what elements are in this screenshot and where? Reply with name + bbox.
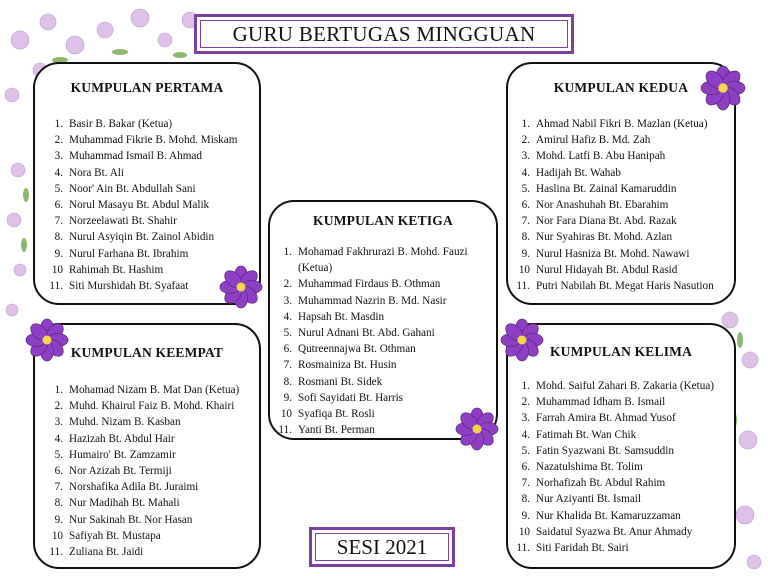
member-name: Norul Masayu Bt. Abdul Malik (69, 199, 210, 212)
member-number: 11. (516, 280, 530, 293)
member-name: Nurul Asyiqin Bt. Zainol Abidin (69, 231, 215, 244)
member-number: 4. (521, 428, 530, 441)
group-heading: KUMPULAN KEDUA (553, 80, 689, 95)
member-item (47, 246, 259, 262)
member-name: Muhammad Fikrie B. Mohd. Miskam (69, 134, 238, 147)
member-name: Sofi Sayidati Bt. Harris (298, 391, 404, 404)
purple-flower-icon (454, 406, 500, 452)
member-item (514, 262, 734, 278)
member-name: Rosmainiza Bt. Husin (298, 359, 397, 372)
member-item (276, 276, 496, 292)
member-name: Nur Khalida Bt. Kamaruzzaman (536, 509, 681, 522)
member-item (276, 357, 496, 373)
member-item (47, 398, 259, 414)
member-name: Rahimah Bt. Hashim (69, 263, 164, 276)
member-item (514, 246, 734, 262)
member-name: Norshafika Adila Bt. Juraimi (69, 481, 199, 494)
member-item (514, 197, 734, 213)
member-item (276, 374, 496, 390)
session-label: SESI 2021 (309, 527, 455, 567)
member-name: Amirul Hafiz B. Md. Zah (536, 134, 651, 147)
member-name: Muhammad Firdaus B. Othman (298, 278, 441, 291)
member-number: 8. (521, 231, 530, 244)
member-name: Ahmad Nabil Fikri B. Mazlan (Ketua) (536, 118, 708, 130)
member-number: 6. (521, 461, 530, 474)
member-number: 8. (54, 231, 63, 244)
member-number: 7. (54, 215, 63, 228)
member-item (514, 213, 734, 229)
member-item (47, 132, 259, 148)
member-item (47, 165, 259, 181)
page-title: GURU BERTUGAS MINGGUAN (194, 14, 574, 54)
member-number: 3. (521, 412, 530, 425)
group-heading: KUMPULAN KETIGA (313, 213, 453, 228)
member-item (276, 341, 496, 357)
member-item (514, 427, 734, 443)
member-number: 2. (54, 400, 63, 413)
member-item (514, 491, 734, 507)
member-number: 10 (518, 525, 530, 538)
member-item (514, 459, 734, 475)
member-number: 10 (51, 529, 63, 542)
member-name: Muhammad Ismail B. Ahmad (69, 150, 202, 163)
member-item (47, 495, 259, 511)
member-number: 3. (283, 294, 292, 307)
member-item (276, 309, 496, 325)
member-number: 5. (521, 182, 530, 195)
member-name: Nur Sakinah Bt. Nor Hasan (69, 513, 193, 526)
member-name: Nurul Adnani Bt. Abd. Gahani (298, 327, 435, 340)
member-item (276, 325, 496, 341)
member-name: Norhafizah Bt. Abdul Rahim (536, 477, 666, 490)
member-item (514, 148, 734, 164)
member-name: Norzeelawati Bt. Shahir (69, 215, 177, 228)
member-name: Syafiqa Bt. Rosli (298, 408, 375, 421)
member-item (514, 132, 734, 148)
member-name: Putri Nabilah Bt. Megat Haris Nasution (536, 280, 714, 293)
member-number: 1. (521, 118, 530, 130)
member-number: 2. (54, 134, 63, 147)
member-number: 4. (54, 166, 63, 179)
purple-flower-icon (218, 264, 264, 310)
member-number: 3. (54, 150, 63, 163)
member-list (508, 378, 734, 556)
member-item (514, 508, 734, 524)
member-item (514, 540, 734, 556)
purple-flower-icon (499, 317, 545, 363)
member-number: 9. (521, 247, 530, 260)
group-heading: KUMPULAN KELIMA (549, 344, 693, 359)
member-name: Zuliana Bt. Jaidi (69, 546, 144, 559)
member-item (47, 544, 259, 560)
member-name: Mohamad Nizam B. Mat Dan (Ketua) (69, 384, 240, 396)
member-item (47, 197, 259, 213)
member-name: Muhd. Nizam B. Kasban (69, 416, 181, 429)
member-number: 1. (283, 246, 292, 258)
member-name: Nor Fara Diana Bt. Abd. Razak (536, 215, 677, 228)
member-number: 6. (283, 343, 292, 356)
member-item (276, 390, 496, 406)
member-number: 6. (54, 465, 63, 478)
member-name: Muhammad Idham B. Ismail (536, 396, 666, 409)
member-name: Safiyah Bt. Mustapa (69, 529, 161, 542)
member-number: 11. (49, 280, 63, 293)
group-heading: KUMPULAN PERTAMA (70, 80, 224, 95)
member-name: Muhammad Nazrin B. Md. Nasir (298, 294, 447, 307)
member-item (47, 148, 259, 164)
member-item (47, 414, 259, 430)
member-list (508, 116, 734, 294)
member-name: Humairo' Bt. Zamzamir (69, 448, 176, 461)
member-item (47, 463, 259, 479)
member-number: 1. (521, 380, 530, 392)
member-name: Siti Murshidah Bt. Syafaat (69, 280, 189, 293)
member-name: Saidatul Syazwa Bt. Anur Ahmady (536, 525, 693, 538)
member-item (47, 382, 259, 398)
member-number: 5. (54, 448, 63, 461)
member-item (514, 443, 734, 459)
member-item (514, 394, 734, 410)
member-name: Qutreennajwa Bt. Othman (298, 343, 416, 356)
member-number: 9. (54, 513, 63, 526)
purple-flower-icon (24, 317, 70, 363)
member-name: Mohd. Saiful Zahari B. Zakaria (Ketua) (536, 380, 715, 392)
member-name: Nazatulshima Bt. Tolim (536, 461, 643, 474)
member-number: 2. (283, 278, 292, 291)
member-name: Nurul Hidayah Bt. Abdul Rasid (536, 263, 678, 276)
member-number: 2. (521, 134, 530, 147)
member-number: 5. (521, 444, 530, 457)
member-number: 10 (518, 263, 530, 276)
member-number: 11. (278, 424, 292, 437)
member-name: Fatimah Bt. Wan Chik (536, 428, 637, 441)
member-number: 10 (51, 263, 63, 276)
member-name: Nor Anashuhah Bt. Ebarahim (536, 199, 669, 212)
member-name: Hazizah Bt. Abdul Hair (69, 432, 175, 445)
member-item (47, 512, 259, 528)
member-number: 6. (54, 199, 63, 212)
member-item (47, 431, 259, 447)
member-name: Siti Faridah Bt. Sairi (536, 542, 629, 555)
member-name: Mohd. Latfi B. Abu Hanipah (536, 150, 666, 163)
member-number: 5. (54, 182, 63, 195)
member-item (514, 410, 734, 426)
member-item (47, 116, 259, 132)
member-name: Yanti Bt. Perman (298, 424, 375, 437)
member-number: 4. (521, 166, 530, 179)
purple-flower-icon (699, 64, 747, 112)
member-name: Rosmani Bt. Sidek (298, 375, 383, 388)
member-name: Nor Azizah Bt. Termiji (69, 465, 172, 478)
member-item (514, 378, 734, 394)
member-number: 8. (54, 497, 63, 510)
member-name: Muhd. Khairul Faiz B. Mohd. Khairi (69, 400, 235, 413)
member-number: 10 (280, 408, 292, 421)
member-item (276, 244, 496, 276)
member-item (514, 229, 734, 245)
member-item (514, 181, 734, 197)
member-name: Hapsah Bt. Masdin (298, 310, 385, 323)
member-item (276, 293, 496, 309)
member-name: Noor' Ain Bt. Abdullah Sani (69, 182, 196, 195)
member-number: 5. (283, 327, 292, 340)
member-number: 8. (521, 493, 530, 506)
member-item (514, 524, 734, 540)
member-number: 7. (521, 477, 530, 490)
member-item (47, 181, 259, 197)
member-item (514, 475, 734, 491)
member-number: 6. (521, 199, 530, 212)
member-number: 9. (283, 391, 292, 404)
member-item (47, 479, 259, 495)
member-item (514, 165, 734, 181)
member-number: 8. (283, 375, 292, 388)
member-item (47, 447, 259, 463)
member-number: 4. (54, 432, 63, 445)
member-number: 7. (521, 215, 530, 228)
member-name: Nora Bt. Ali (69, 166, 125, 179)
member-name: Nur Syahiras Bt. Mohd. Azlan (536, 231, 673, 244)
member-name: Fatin Syazwani Bt. Samsuddin (536, 444, 674, 457)
member-item (47, 528, 259, 544)
member-name: Hadijah Bt. Wahab (536, 166, 621, 179)
member-name: Nur Madihah Bt. Mahali (69, 497, 180, 510)
member-item (514, 278, 734, 294)
member-name: Nur Aziyanti Bt. Ismail (536, 493, 642, 506)
member-name: Nurul Hasniza Bt. Mohd. Nawawi (536, 247, 690, 260)
member-name: Basir B. Bakar (Ketua) (69, 118, 173, 130)
member-number: 9. (521, 509, 530, 522)
member-number: 11. (49, 546, 63, 559)
member-item (47, 229, 259, 245)
member-number: 3. (521, 150, 530, 163)
member-name: Haslina Bt. Zainal Kamaruddin (536, 182, 677, 195)
member-number: 4. (283, 310, 292, 323)
member-number: 11. (516, 542, 530, 555)
group-ketiga-card (268, 200, 498, 440)
member-list (35, 382, 259, 560)
member-number: 7. (283, 359, 292, 372)
member-item (514, 116, 734, 132)
member-name: Farrah Amira Bt. Ahmad Yusof (536, 412, 676, 425)
member-name: Nurul Farhana Bt. Ibrahim (69, 247, 189, 260)
member-number: 2. (521, 396, 530, 409)
member-number: 3. (54, 416, 63, 429)
member-number: 1. (54, 384, 63, 396)
member-name: Mohamad Fakhrurazi B. Mohd. Fauzi (Ketua) (298, 246, 468, 275)
member-number: 1. (54, 118, 63, 130)
member-number: 9. (54, 247, 63, 260)
member-number: 7. (54, 481, 63, 494)
group-heading: KUMPULAN KEEMPAT (70, 345, 224, 360)
member-item (47, 213, 259, 229)
